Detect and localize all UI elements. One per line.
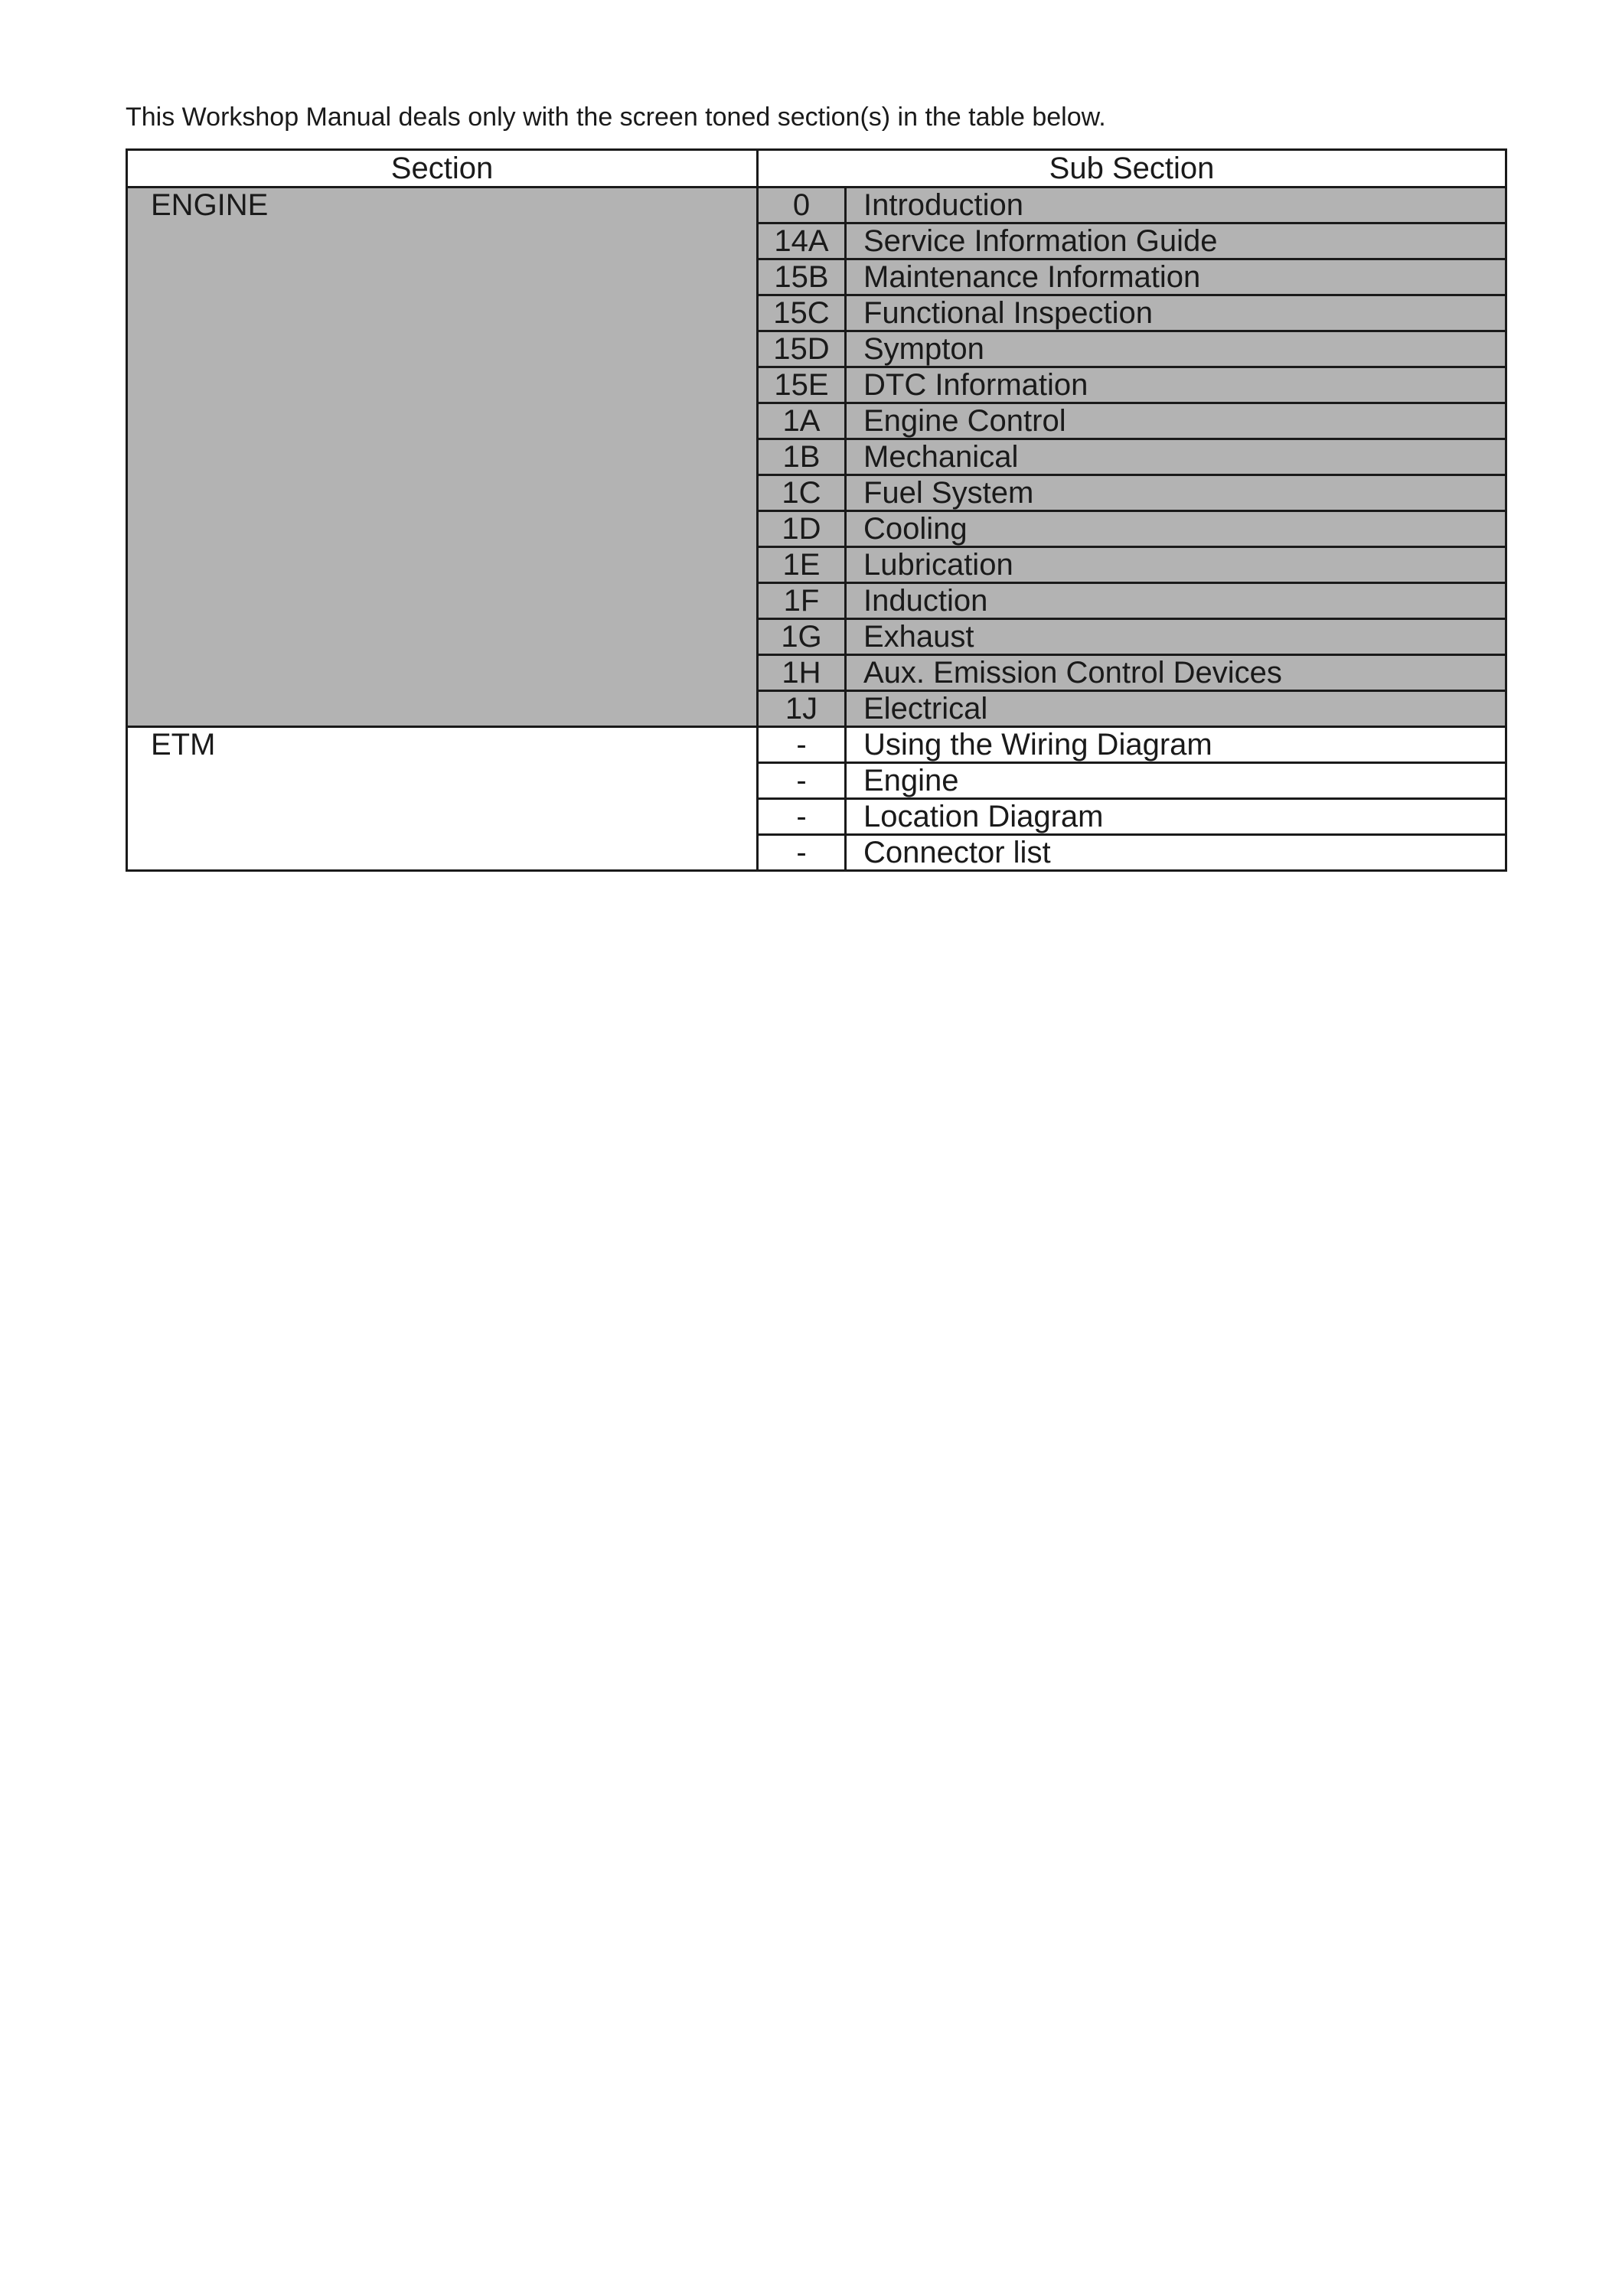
sub-section-code-cell: 1E	[758, 547, 846, 583]
sub-section-name-cell: Engine	[846, 763, 1506, 799]
table-body	[127, 188, 1506, 871]
sub-section-name-cell: Service Information Guide	[846, 223, 1506, 259]
sub-section-code-cell: -	[758, 835, 846, 871]
sub-section-name-cell: Functional Inspection	[846, 295, 1506, 331]
sub-section-code-cell: 15E	[758, 367, 846, 403]
sections-table	[126, 148, 1507, 872]
sub-section-code-cell: 1C	[758, 475, 846, 511]
sub-section-code-cell: 1B	[758, 439, 846, 475]
sub-section-code-cell: 14A	[758, 223, 846, 259]
table-header-row	[127, 150, 1506, 188]
section-name-cell: ENGINE	[127, 188, 758, 727]
table-row	[127, 188, 1506, 223]
sub-section-code-cell: 15D	[758, 331, 846, 367]
sub-section-code-cell: 1G	[758, 619, 846, 655]
sub-section-code-cell: 15C	[758, 295, 846, 331]
sub-section-name-cell: Electrical	[846, 691, 1506, 727]
sub-section-column-header: Sub Section	[758, 150, 1506, 188]
table-row	[127, 727, 1506, 763]
sub-section-code-cell: 1D	[758, 511, 846, 547]
sub-section-code-cell: -	[758, 727, 846, 763]
sub-section-code-cell: -	[758, 763, 846, 799]
sub-section-name-cell: Using the Wiring Diagram	[846, 727, 1506, 763]
sub-section-name-cell: Induction	[846, 583, 1506, 619]
sub-section-code-cell: 1F	[758, 583, 846, 619]
sub-section-name-cell: Fuel System	[846, 475, 1506, 511]
sub-section-code-cell: 1A	[758, 403, 846, 439]
sub-section-name-cell: Maintenance Information	[846, 259, 1506, 295]
section-column-header: Section	[127, 150, 758, 188]
sub-section-name-cell: Exhaust	[846, 619, 1506, 655]
sub-section-code-cell: 1J	[758, 691, 846, 727]
sub-section-name-cell: Mechanical	[846, 439, 1506, 475]
sub-section-name-cell: DTC Information	[846, 367, 1506, 403]
sub-section-name-cell: Introduction	[846, 188, 1506, 223]
intro-note: This Workshop Manual deals only with the screen toned section(s) in the table below.	[126, 103, 1106, 132]
sub-section-name-cell: Lubrication	[846, 547, 1506, 583]
sub-section-code-cell: 1H	[758, 655, 846, 691]
sub-section-name-cell: Engine Control	[846, 403, 1506, 439]
sub-section-code-cell: -	[758, 799, 846, 835]
sub-section-code-cell: 15B	[758, 259, 846, 295]
sub-section-name-cell: Sympton	[846, 331, 1506, 367]
sub-section-code-cell: 0	[758, 188, 846, 223]
section-name-cell: ETM	[127, 727, 758, 871]
sub-section-name-cell: Connector list	[846, 835, 1506, 871]
sub-section-name-cell: Location Diagram	[846, 799, 1506, 835]
sub-section-name-cell: Aux. Emission Control Devices	[846, 655, 1506, 691]
sub-section-name-cell: Cooling	[846, 511, 1506, 547]
